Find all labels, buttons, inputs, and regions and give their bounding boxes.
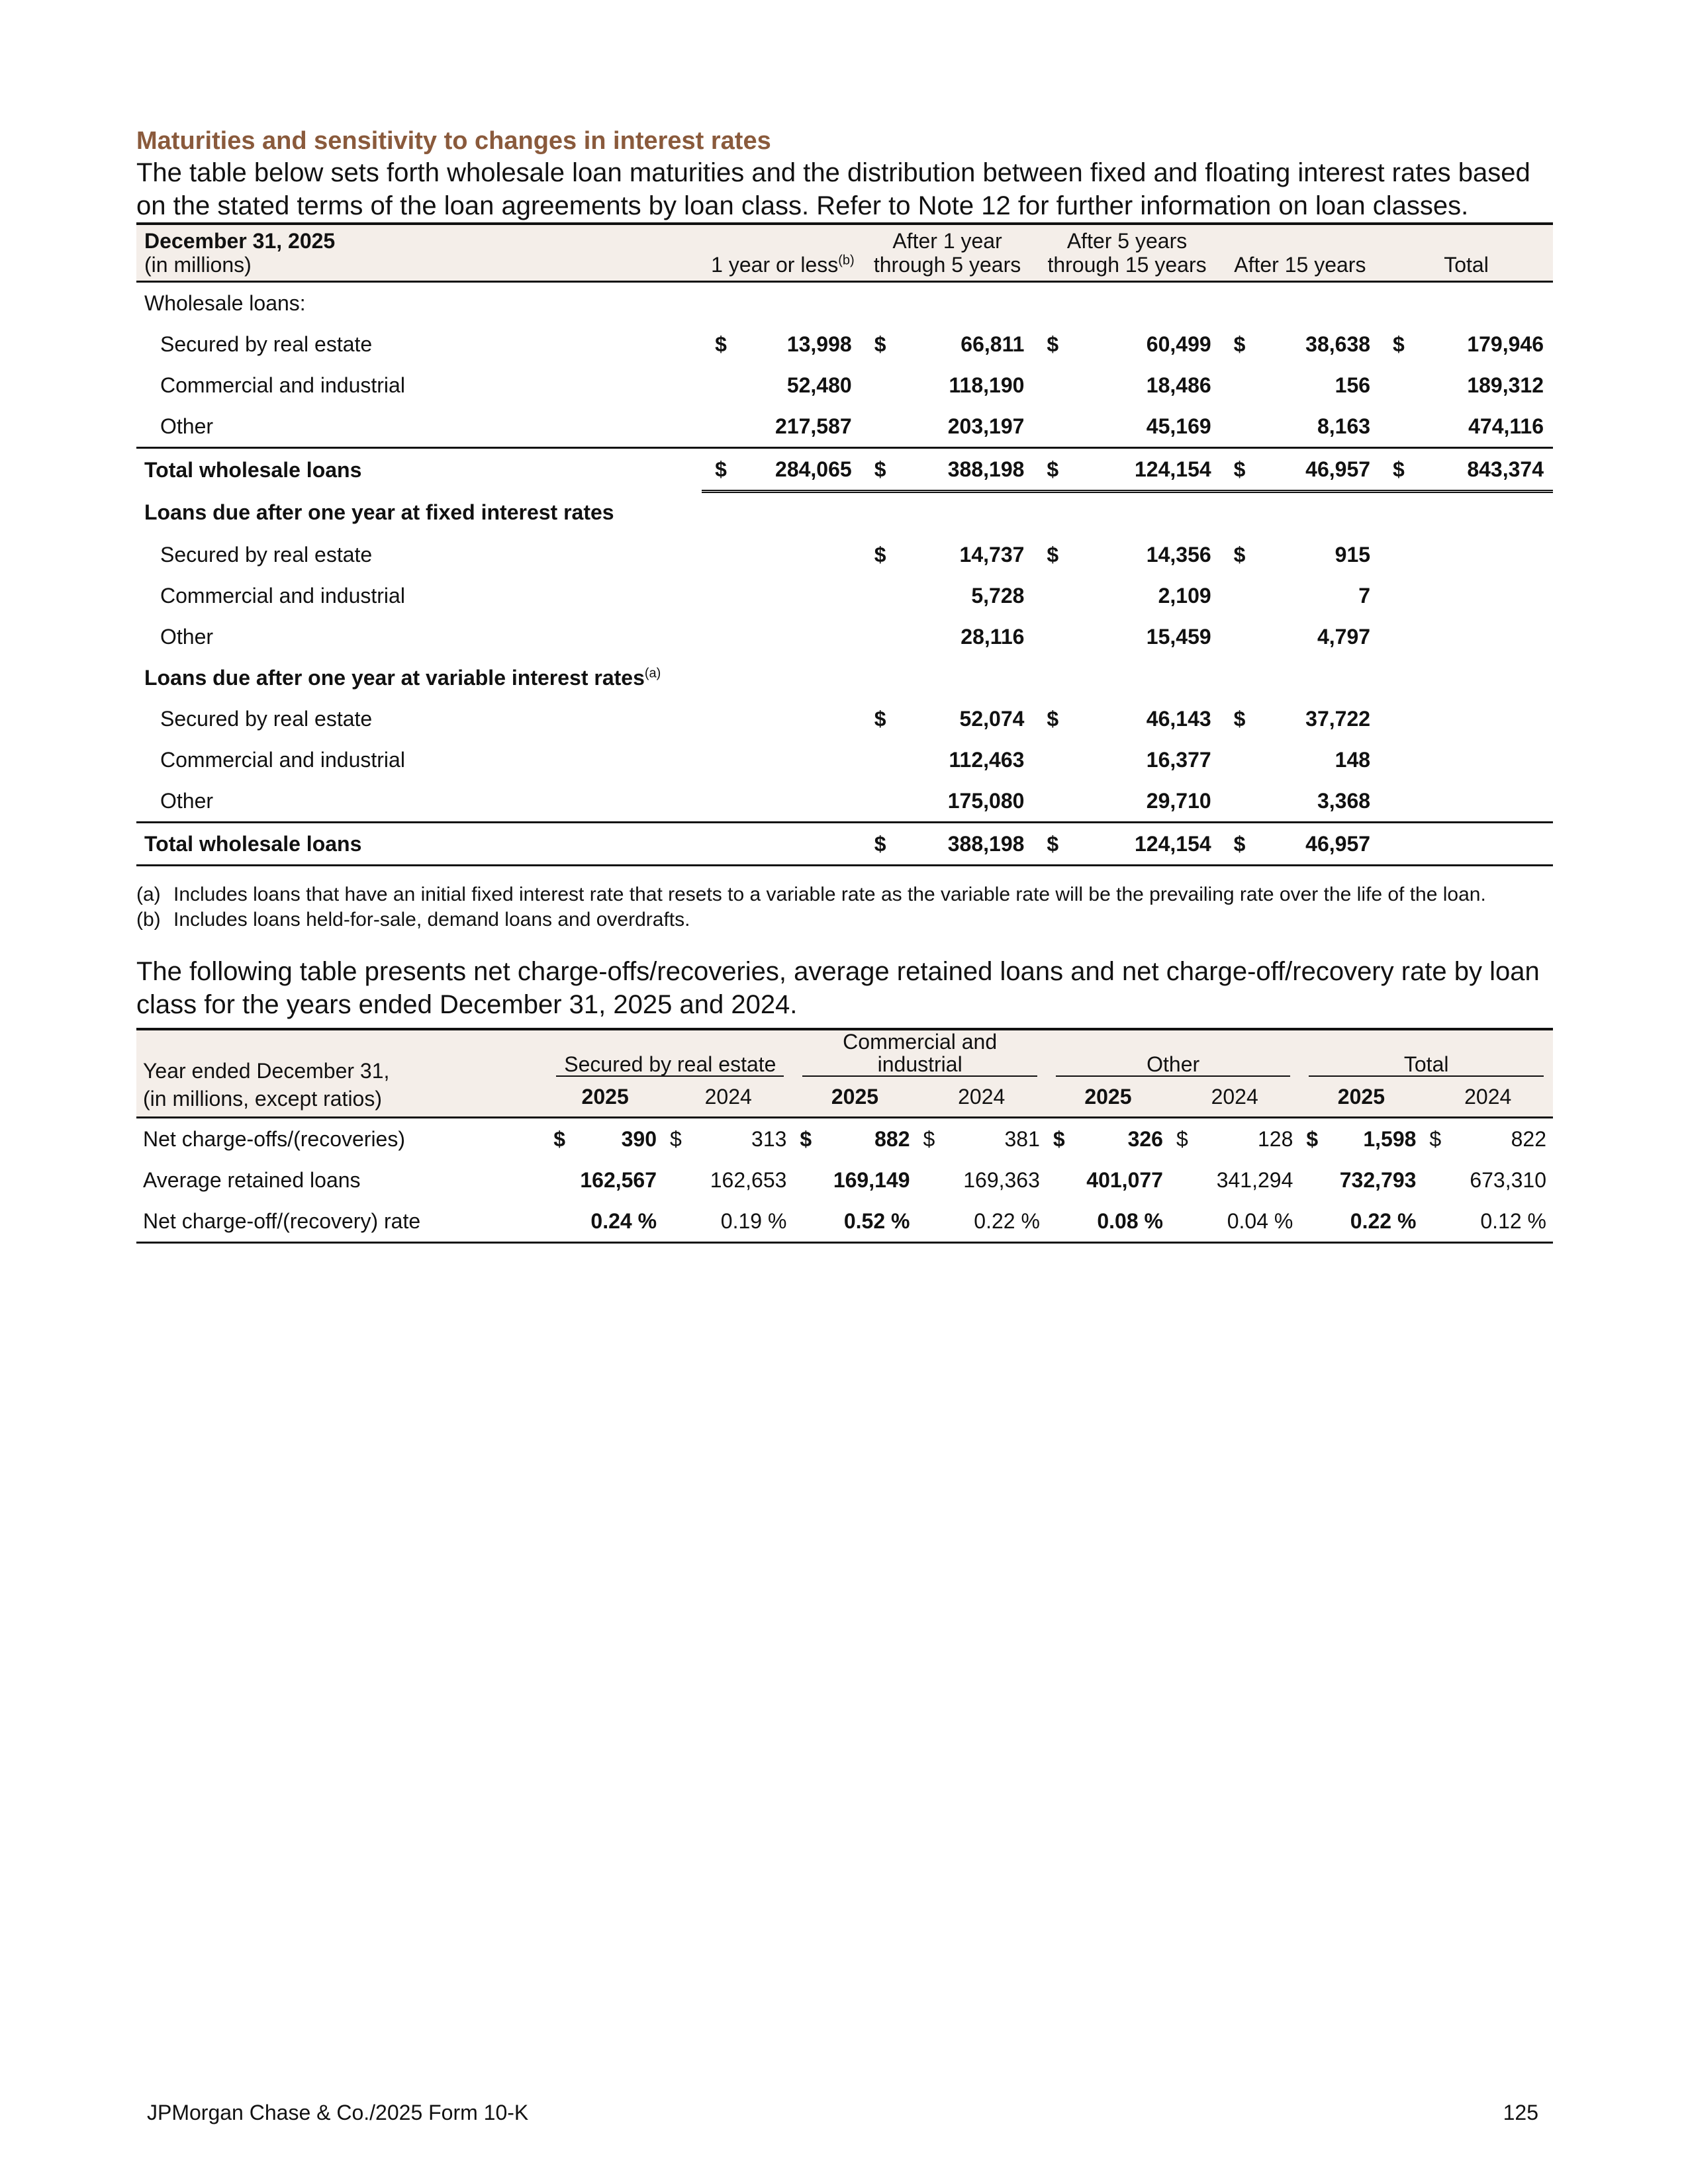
footer-company: JPMorgan Chase & Co./2025 Form 10-K [147, 2101, 529, 2124]
dollar-sign: $ [670, 1126, 682, 1151]
footnote [136, 882, 1553, 907]
maturities-table [136, 222, 1553, 866]
row-label: Net charge-offs/(recoveries) [143, 1126, 405, 1151]
dollar-sign: $ [1047, 542, 1059, 567]
row-label: Loans due after one year at fixed interest rates [144, 500, 614, 525]
cell-value: 390 [621, 1126, 657, 1151]
dollar-sign: $ [1221, 448, 1262, 492]
cell-value: 1,598 [1363, 1126, 1417, 1151]
table-row [136, 282, 1553, 324]
cell-value: 45,169 [1146, 414, 1211, 438]
footnote [136, 907, 1553, 933]
row-label: Commercial and industrial [160, 373, 405, 397]
footnote-text: Includes loans held-for-sale, demand loans and overdrafts. [173, 909, 690, 931]
dollar-sign: $ [715, 332, 727, 356]
row-label: Average retained loans [143, 1167, 361, 1192]
page-number: 125 [1503, 2101, 1538, 2124]
cell-value: 112,463 [949, 747, 1025, 772]
cell-value: 381 [1004, 1126, 1040, 1151]
group-header [802, 1030, 1037, 1077]
row-label: Secured by real estate [160, 706, 373, 731]
cell-value: 46,143 [1146, 706, 1211, 731]
cell-value: 169,149 [833, 1167, 910, 1192]
dollar-sign: $ [874, 831, 886, 856]
cell-value: 474,116 [1468, 414, 1544, 438]
cell-value: 124,154 [1074, 448, 1220, 492]
table-row-total [136, 823, 1553, 866]
cell-value: 148 [1335, 747, 1371, 772]
cell-value: 388,198 [902, 448, 1033, 492]
row-label: Wholesale loans: [144, 291, 306, 315]
row-header: (in millions, except ratios) [143, 1087, 382, 1111]
cell-value: 15,459 [1146, 624, 1211, 649]
section-title: Maturities and sensitivity to changes in interest rates [136, 127, 771, 155]
col-header: After 1 year [892, 229, 1002, 253]
cell-value: 843,374 [1420, 448, 1553, 492]
cell-value: 60,499 [1146, 332, 1211, 356]
table-row [136, 616, 1553, 657]
year-header: 2025 [581, 1085, 629, 1109]
cell-value: 341,294 [1216, 1167, 1293, 1192]
row-label: Total wholesale loans [144, 457, 362, 482]
cell-value: 203,197 [947, 414, 1025, 438]
row-label: Net charge-off/(recovery) rate [143, 1208, 421, 1233]
row-label: Secured by real estate [160, 332, 373, 356]
dollar-sign: $ [1053, 1126, 1065, 1151]
cell-value: 0.12 % [1480, 1208, 1546, 1233]
cell-value: 217,587 [775, 414, 852, 438]
group-header-line: industrial [877, 1052, 962, 1076]
cell-value: 0.22 % [1350, 1208, 1417, 1233]
cell-value: 388,198 [947, 831, 1025, 856]
footnote-mark: (b) [136, 909, 161, 931]
intro-paragraph-2: The following table presents net charge-offs/recoveries, average retained loans and net charge-off/recovery rate by loan class for the years ended December 31, 2025 and 2024. [136, 957, 1540, 1019]
dollar-sign: $ [1033, 448, 1074, 492]
dollar-sign: $ [874, 332, 886, 356]
cell-value: 2,109 [1158, 583, 1211, 608]
cell-value: 124,154 [1135, 831, 1211, 856]
year-header: 2024 [958, 1085, 1006, 1109]
cell-value: 732,793 [1339, 1167, 1417, 1192]
dollar-sign: $ [1047, 332, 1059, 356]
table-row [136, 492, 1553, 535]
row-label: Other [160, 788, 214, 813]
table-row [136, 1201, 1553, 1243]
table-row [136, 1118, 1553, 1160]
footnote-mark: (a) [136, 884, 161, 905]
group-header-row [136, 1029, 1553, 1077]
cell-value: 0.19 % [720, 1208, 787, 1233]
cell-value: 179,946 [1467, 332, 1544, 356]
cell-value: 14,737 [959, 542, 1025, 567]
cell-value: 175,080 [947, 788, 1025, 813]
cell-value: 169,363 [963, 1167, 1040, 1192]
cell-value: 5,728 [971, 583, 1025, 608]
dollar-sign: $ [553, 1126, 566, 1151]
year-header: 2025 [1084, 1085, 1132, 1109]
dollar-sign: $ [1380, 448, 1420, 492]
row-label: Loans due after one year at variable interest rates [144, 665, 645, 690]
col-header: through 15 years [1047, 253, 1207, 277]
cell-value: 284,065 [746, 448, 861, 492]
table-row [136, 698, 1553, 739]
cell-value: 162,653 [710, 1167, 787, 1192]
cell-value: 673,310 [1470, 1167, 1546, 1192]
row-label: Other [160, 414, 214, 438]
cell-value: 0.08 % [1097, 1208, 1163, 1233]
row-label: Other [160, 624, 214, 649]
dollar-sign: $ [1393, 332, 1405, 356]
col-header: Total [1444, 253, 1489, 277]
table-row [136, 406, 1553, 448]
col-header: After 5 years [1066, 229, 1188, 253]
cell-value: 16,377 [1146, 747, 1211, 772]
cell-value: 401,077 [1086, 1167, 1163, 1192]
dollar-sign: $ [1233, 542, 1246, 567]
table-row [136, 1160, 1553, 1201]
dollar-sign: $ [1047, 706, 1059, 731]
row-label: Secured by real estate [160, 542, 373, 567]
year-header: 2025 [1337, 1085, 1385, 1109]
cell-value: 13,998 [786, 332, 852, 356]
row-header: Year ended December 31, [143, 1059, 390, 1083]
dollar-sign: $ [1306, 1126, 1319, 1151]
intro-paragraph: The table below sets forth wholesale loan maturities and the distribution between fixed and floating interest rates based on the stated terms of the loan agreements by loan class. Refer to Note 12 for further information on loan classes. [136, 158, 1530, 220]
dollar-sign: $ [861, 448, 902, 492]
unit-label: (in millions) [144, 253, 252, 277]
table-row [136, 324, 1553, 365]
group-header-line: Commercial and [843, 1030, 998, 1054]
cell-value: 29,710 [1146, 788, 1211, 813]
group-header: Total [1309, 1053, 1544, 1077]
cell-value: 46,957 [1305, 831, 1371, 856]
table-row [136, 365, 1553, 406]
col-header: 1 year or less [711, 253, 839, 277]
cell-value: 7 [1358, 583, 1371, 608]
charge-offs-table [136, 1028, 1553, 1244]
cell-value: 128 [1257, 1126, 1293, 1151]
row-label: Commercial and industrial [160, 583, 405, 608]
cell-value: 326 [1127, 1126, 1163, 1151]
year-header: 2024 [704, 1085, 752, 1109]
dollar-sign: $ [923, 1126, 935, 1151]
cell-value: 46,957 [1261, 448, 1380, 492]
dollar-sign: $ [1429, 1126, 1442, 1151]
table-row-total [136, 448, 1553, 492]
cell-value: 37,722 [1305, 706, 1371, 731]
cell-value: 915 [1335, 542, 1371, 567]
dollar-sign: $ [1176, 1126, 1188, 1151]
cell-value: 156 [1335, 373, 1371, 397]
cell-value: 882 [874, 1126, 910, 1151]
table-header-row [136, 224, 1553, 282]
cell-value: 0.04 % [1227, 1208, 1293, 1233]
cell-value: 18,486 [1146, 373, 1211, 397]
dollar-sign: $ [1233, 831, 1246, 856]
table-row [136, 739, 1553, 780]
date-label: December 31, 2025 [144, 229, 336, 253]
dollar-sign: $ [1233, 332, 1246, 356]
col-header: After 15 years [1234, 253, 1366, 277]
table-row [136, 657, 1553, 698]
cell-value: 52,074 [959, 706, 1025, 731]
dollar-sign: $ [874, 542, 886, 567]
cell-value: 28,116 [961, 624, 1025, 649]
cell-value: 3,368 [1317, 788, 1371, 813]
cell-value: 118,190 [949, 373, 1025, 397]
footnote-text: Includes loans that have an initial fixed interest rate that resets to a variable rate as the variable rate will be the prevailing rate over the life of the loan. [173, 884, 1486, 905]
dollar-sign: $ [800, 1126, 812, 1151]
cell-value: 4,797 [1317, 624, 1371, 649]
group-header: Secured by real estate [556, 1053, 784, 1077]
row-label: Total wholesale loans [144, 831, 362, 856]
cell-value: 0.52 % [843, 1208, 910, 1233]
cell-value: 38,638 [1305, 332, 1371, 356]
year-header: 2024 [1211, 1085, 1258, 1109]
cell-value: 822 [1511, 1126, 1546, 1151]
footnote-ref: (b) [838, 253, 855, 268]
dollar-sign: $ [1047, 831, 1059, 856]
cell-value: 189,312 [1467, 373, 1544, 397]
dollar-sign: $ [1233, 706, 1246, 731]
page-content [136, 126, 1553, 1244]
footnote-ref: (a) [644, 665, 661, 680]
table-row [136, 575, 1553, 616]
row-label: Commercial and industrial [160, 747, 405, 772]
table-row [136, 780, 1553, 823]
footnotes [136, 882, 1553, 933]
year-header: 2024 [1464, 1085, 1512, 1109]
col-header: through 5 years [873, 253, 1021, 277]
year-header: 2025 [831, 1085, 879, 1109]
dollar-sign: $ [874, 706, 886, 731]
dollar-sign: $ [702, 448, 746, 492]
cell-value: 0.24 % [590, 1208, 657, 1233]
cell-value: 0.22 % [974, 1208, 1040, 1233]
cell-value: 66,811 [961, 332, 1025, 356]
cell-value: 52,480 [786, 373, 852, 397]
table-row [136, 534, 1553, 575]
group-header: Other [1056, 1053, 1290, 1077]
cell-value: 8,163 [1317, 414, 1371, 438]
cell-value: 14,356 [1146, 542, 1211, 567]
cell-value: 313 [751, 1126, 787, 1151]
cell-value: 162,567 [580, 1167, 657, 1192]
